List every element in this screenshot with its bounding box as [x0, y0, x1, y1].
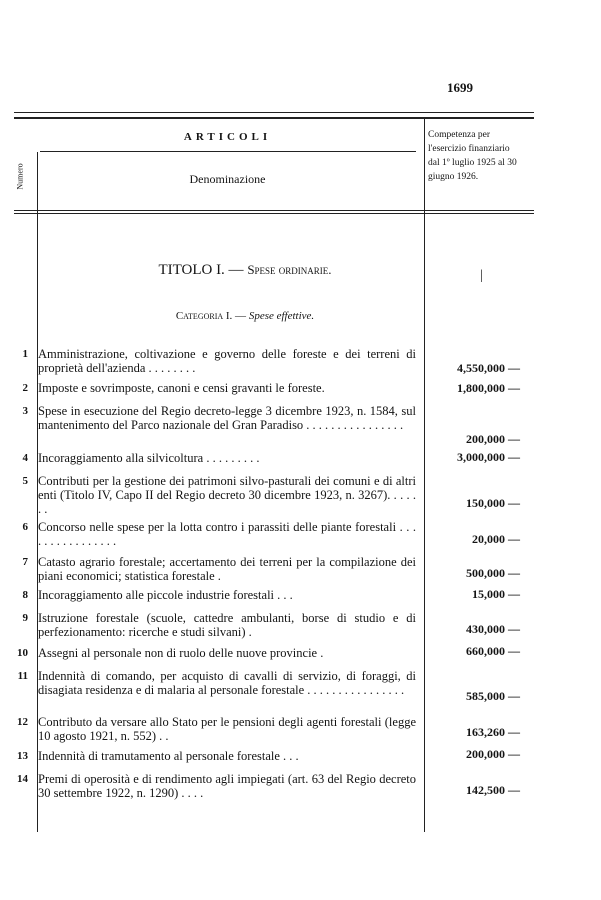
entry-text: Imposte e sovrimposte, canoni e censi gravanti le foreste.: [38, 381, 325, 395]
entry-text: Concorso nelle spese per la lotta contro i parassiti delle piante forestali . . . . . . . . . . . . . . . .: [38, 520, 416, 548]
entry-amount: 200,000 —: [466, 747, 520, 761]
entry-number: 10: [17, 647, 28, 659]
titolo-label: Spese ordinarie.: [247, 262, 332, 277]
articoli-heading: ARTICOLI: [183, 131, 272, 143]
categoria-italic: Spese effettive.: [248, 310, 315, 322]
entry-text: Amministrazione, coltivazione e governo delle foreste e dei terreni di proprietà dell'azienda . . . . . . . .: [38, 347, 416, 375]
page-number: 1699: [447, 80, 473, 95]
header-bottom-rule-2: [14, 213, 534, 214]
entry-number: 8: [22, 589, 28, 601]
entry-text: Indennità di comando, per acquisto di cavalli di servizio, di foraggi, di disagiata residenza e di malaria al personale forestale . . . . . . . . . . . . . . . .: [38, 669, 416, 697]
top-rule-2: [14, 117, 534, 119]
titolo-prefix: TITOLO I. —: [158, 262, 248, 278]
entry-number: 5: [22, 475, 28, 487]
entry-amount: 150,000 —: [466, 496, 520, 510]
entry-amount: 1,800,000 —: [457, 381, 520, 395]
entry-text: Premi di operosità e di rendimento agli impiegati (art. 63 del Regio decreto 30 settembre 1922, n. 1290) . . . .: [38, 772, 416, 800]
entry-text: Catasto agrario forestale; accertamento dei terreni per la compilazione dei piani economici; statistica forestale .: [38, 555, 416, 583]
entry-number: 7: [22, 556, 28, 568]
categoria-label: Categoria I. —: [175, 310, 249, 322]
denominazione-column-header: Denominazione: [189, 172, 266, 186]
categoria-heading: [40, 310, 450, 322]
entry-amount: 142,500 —: [466, 783, 520, 797]
entry-amount: 163,260 —: [466, 725, 520, 739]
header-bottom-rule: [14, 210, 534, 211]
entry-text: Contributi per la gestione dei patrimoni silvo-pasturali dei comuni e di altri enti (Titolo IV, Capo II del Regio decreto 30 dicembre 1923, n. 3267). . . . . . .: [38, 474, 416, 516]
entry-number: 6: [22, 521, 28, 533]
titolo-heading: [40, 262, 450, 279]
entry-number: 2: [22, 382, 28, 394]
numero-column-header: Numero: [15, 163, 25, 190]
entry-text: Assegni al personale non di ruolo delle nuove provincie .: [38, 646, 324, 660]
tick-mark: |: [480, 268, 483, 283]
entry-amount: 3,000,000 —: [457, 450, 520, 464]
competenza-column-header: Competenza per l'esercizio finanziario dal 1º luglio 1925 al 30 giugno 1926.: [428, 130, 517, 182]
entry-amount: 4,550,000 —: [457, 361, 520, 375]
entry-amount: 20,000 —: [472, 532, 520, 546]
articoli-underline: [40, 151, 416, 152]
entry-amount: 660,000 —: [466, 644, 520, 658]
entry-number: 1: [22, 348, 28, 360]
entry-amount: 15,000 —: [472, 587, 520, 601]
entry-amount: 585,000 —: [466, 689, 520, 703]
entry-text: Spese in esecuzione del Regio decreto-legge 3 dicembre 1923, n. 1584, sul mantenimento del Parco nazionale del Gran Paradiso . . . . . . . . . . . . . . . .: [38, 404, 416, 432]
entry-number: 14: [17, 773, 28, 785]
entry-number: 3: [22, 405, 28, 417]
entry-text: Contributo da versare allo Stato per le pensioni degli agenti forestali (legge 10 agosto 1921, n. 552) . .: [38, 715, 416, 743]
entry-text: Istruzione forestale (scuole, cattedre ambulanti, borse di studio e di perfezionamento: ricerche e studi silvani) .: [38, 611, 416, 639]
entry-number: 12: [17, 716, 28, 728]
entry-number: 11: [17, 670, 28, 682]
entry-text: Indennità di tramutamento al personale forestale . . .: [38, 749, 299, 763]
column-divider-right: [424, 119, 425, 832]
entry-amount: 500,000 —: [466, 566, 520, 580]
entry-text: Incoraggiamento alla silvicoltura . . . . . . . . .: [38, 451, 260, 465]
entry-number: 4: [22, 452, 28, 464]
entry-number: 9: [22, 612, 28, 624]
entry-amount: 430,000 —: [466, 622, 520, 636]
entry-number: 13: [17, 750, 28, 762]
entry-text: Incoraggiamento alle piccole industrie forestali . . .: [38, 588, 293, 602]
top-rule-1: [14, 112, 534, 113]
entry-amount: 200,000 —: [466, 432, 520, 446]
